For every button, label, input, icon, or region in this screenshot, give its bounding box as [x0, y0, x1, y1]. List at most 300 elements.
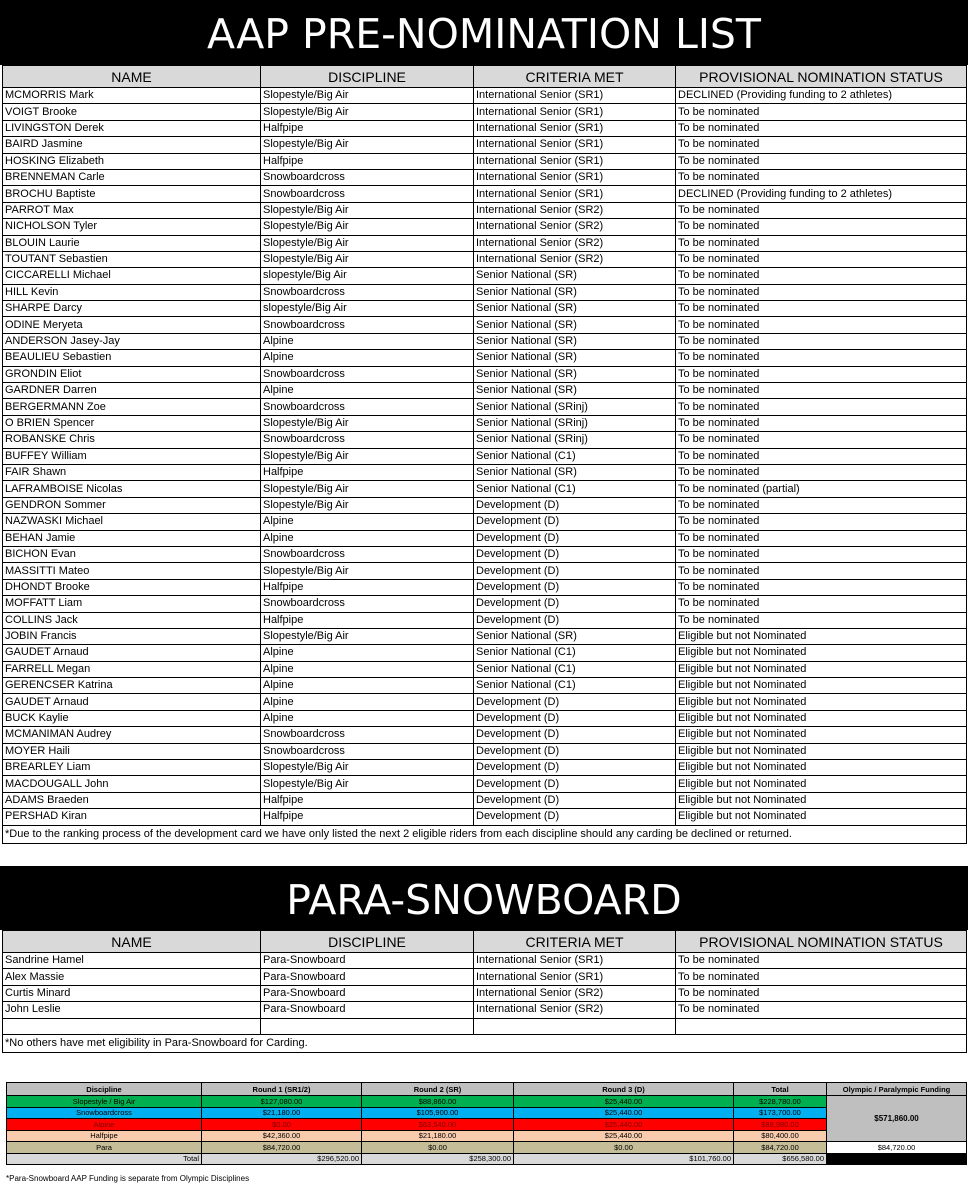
athlete-discipline: Alpine — [261, 710, 474, 726]
athlete-criteria: Senior National (SR) — [474, 366, 676, 382]
table-row — [3, 88, 967, 104]
athlete-status: To be nominated — [676, 596, 967, 612]
table-row — [3, 809, 967, 825]
athlete-criteria: Development (D) — [474, 710, 676, 726]
funding-r1-cell: $21,180.00 — [202, 1107, 362, 1119]
athlete-criteria: International Senior (SR1) — [474, 88, 676, 104]
athlete-criteria: International Senior (SR2) — [474, 235, 676, 251]
athlete-discipline: Snowboardcross — [261, 743, 474, 759]
athlete-discipline: Slopestyle/Big Air — [261, 104, 474, 120]
athlete-criteria: Development (D) — [474, 776, 676, 792]
athlete-name: O BRIEN Spencer — [3, 415, 261, 431]
athlete-discipline: Halfpipe — [261, 612, 474, 628]
athlete-status: To be nominated — [676, 366, 967, 382]
para-title: PARA-SNOWBOARD — [0, 866, 968, 930]
athlete-name: GRONDIN Eliot — [3, 366, 261, 382]
funding-total-cell: $88,980.00 — [734, 1119, 827, 1131]
athlete-criteria: Senior National (SR) — [474, 628, 676, 644]
funding-row — [7, 1107, 967, 1119]
athlete-criteria: International Senior (SR1) — [474, 137, 676, 153]
table-row — [3, 596, 967, 612]
athlete-criteria: Development (D) — [474, 809, 676, 825]
athlete-status: To be nominated — [676, 1002, 967, 1018]
table-row — [3, 530, 967, 546]
athlete-name: MASSITTI Mateo — [3, 563, 261, 579]
funding-note: *Para-Snowboard AAP Funding is separate from Olympic Disciplines — [6, 1174, 250, 1183]
athlete-status: Eligible but not Nominated — [676, 792, 967, 808]
table-row — [3, 186, 967, 202]
table-row — [3, 415, 967, 431]
table-row — [3, 366, 967, 382]
athlete-criteria: Senior National (SR) — [474, 284, 676, 300]
athlete-status: To be nominated — [676, 169, 967, 185]
olympic-funding-total: $571,860.00 — [827, 1096, 967, 1142]
table-row — [3, 760, 967, 776]
athlete-discipline: Alpine — [261, 530, 474, 546]
athlete-status: To be nominated — [676, 268, 967, 284]
para-note: *No others have met eligibility in Para-Snowboard for Carding. — [3, 1034, 967, 1052]
athlete-status: To be nominated — [676, 514, 967, 530]
athlete-name: BEHAN Jamie — [3, 530, 261, 546]
athlete-name: BROCHU Baptiste — [3, 186, 261, 202]
athlete-status: Eligible but not Nominated — [676, 743, 967, 759]
athlete-discipline: Alpine — [261, 694, 474, 710]
athlete-discipline: Slopestyle/Big Air — [261, 481, 474, 497]
athlete-status: To be nominated — [676, 953, 967, 969]
funding-row — [7, 1119, 967, 1131]
athlete-discipline: Snowboardcross — [261, 186, 474, 202]
table-row — [3, 268, 967, 284]
athlete-discipline: Slopestyle/Big Air — [261, 88, 474, 104]
table-row — [3, 235, 967, 251]
athlete-status: To be nominated — [676, 251, 967, 267]
athlete-criteria: Senior National (SRinj) — [474, 415, 676, 431]
athlete-discipline: Slopestyle/Big Air — [261, 776, 474, 792]
athlete-criteria: Senior National (SRinj) — [474, 432, 676, 448]
athlete-discipline: Para-Snowboard — [261, 953, 474, 969]
funding-discipline-cell: Snowboardcross — [7, 1107, 202, 1119]
athlete-status: To be nominated — [676, 317, 967, 333]
athlete-name: MCMORRIS Mark — [3, 88, 261, 104]
athlete-discipline: Snowboardcross — [261, 317, 474, 333]
header-criteria: CRITERIA MET — [474, 66, 676, 88]
athlete-discipline: Snowboardcross — [261, 169, 474, 185]
athlete-name: JOBIN Francis — [3, 628, 261, 644]
funding-r1-cell: $0.00 — [202, 1119, 362, 1131]
athlete-status: To be nominated — [676, 432, 967, 448]
athlete-status: To be nominated — [676, 399, 967, 415]
table-row — [3, 448, 967, 464]
funding-total-cell: $173,700.00 — [734, 1107, 827, 1119]
athlete-status: To be nominated (partial) — [676, 481, 967, 497]
paralympic-funding-total: $84,720.00 — [827, 1142, 967, 1154]
athlete-status: To be nominated — [676, 415, 967, 431]
athlete-criteria: Senior National (SR) — [474, 383, 676, 399]
funding-header-round1: Round 1 (SR1/2) — [202, 1083, 362, 1096]
table-row — [3, 284, 967, 300]
funding-header-discipline: Discipline — [7, 1083, 202, 1096]
athlete-discipline: slopestyle/Big Air — [261, 301, 474, 317]
table-header-row — [3, 931, 967, 953]
athlete-discipline: Halfpipe — [261, 120, 474, 136]
athlete-discipline: Alpine — [261, 661, 474, 677]
athlete-name: MACDOUGALL John — [3, 776, 261, 792]
athlete-criteria: International Senior (SR2) — [474, 251, 676, 267]
athlete-status: To be nominated — [676, 985, 967, 1001]
athlete-discipline: Slopestyle/Big Air — [261, 628, 474, 644]
athlete-criteria: International Senior (SR2) — [474, 219, 676, 235]
athlete-criteria: International Senior (SR2) — [474, 202, 676, 218]
athlete-criteria: International Senior (SR1) — [474, 169, 676, 185]
header-discipline: DISCIPLINE — [261, 931, 474, 953]
athlete-discipline: Slopestyle/Big Air — [261, 760, 474, 776]
athlete-criteria — [474, 1018, 676, 1034]
table-row — [3, 661, 967, 677]
table-row — [3, 202, 967, 218]
funding-discipline-cell: Alpine — [7, 1119, 202, 1131]
athlete-discipline: Snowboardcross — [261, 366, 474, 382]
table-row — [3, 969, 967, 985]
athlete-discipline: slopestyle/Big Air — [261, 268, 474, 284]
funding-table — [6, 1082, 967, 1165]
athlete-criteria: International Senior (SR1) — [474, 120, 676, 136]
athlete-status: To be nominated — [676, 579, 967, 595]
funding-header-total: Total — [734, 1083, 827, 1096]
athlete-name: GENDRON Sommer — [3, 497, 261, 513]
athlete-discipline: Alpine — [261, 383, 474, 399]
athlete-criteria: Senior National (SR) — [474, 350, 676, 366]
athlete-discipline: Para-Snowboard — [261, 985, 474, 1001]
athlete-discipline: Snowboardcross — [261, 284, 474, 300]
funding-row — [7, 1142, 967, 1154]
athlete-status: To be nominated — [676, 120, 967, 136]
athlete-criteria: International Senior (SR1) — [474, 153, 676, 169]
athlete-status: To be nominated — [676, 497, 967, 513]
athlete-name: DHONDT Brooke — [3, 579, 261, 595]
athlete-status: To be nominated — [676, 153, 967, 169]
athlete-name: BRENNEMAN Carle — [3, 169, 261, 185]
funding-r1-cell: $84,720.00 — [202, 1142, 362, 1154]
athlete-status: Eligible but not Nominated — [676, 661, 967, 677]
athlete-criteria: Development (D) — [474, 596, 676, 612]
table-row — [3, 546, 967, 562]
athlete-status: Eligible but not Nominated — [676, 776, 967, 792]
athlete-criteria: Senior National (SR) — [474, 268, 676, 284]
table-row — [3, 579, 967, 595]
athlete-criteria: Senior National (SR) — [474, 333, 676, 349]
athlete-criteria: International Senior (SR1) — [474, 186, 676, 202]
athlete-criteria: Senior National (C1) — [474, 448, 676, 464]
athlete-discipline: Snowboardcross — [261, 432, 474, 448]
athlete-discipline: Slopestyle/Big Air — [261, 202, 474, 218]
athlete-status: To be nominated — [676, 383, 967, 399]
athlete-name: Alex Massie — [3, 969, 261, 985]
table-row — [3, 120, 967, 136]
table-row — [3, 727, 967, 743]
athlete-criteria: Development (D) — [474, 497, 676, 513]
athlete-status: To be nominated — [676, 284, 967, 300]
funding-r3-cell: $25,440.00 — [514, 1107, 734, 1119]
athlete-name: Curtis Minard — [3, 985, 261, 1001]
athlete-discipline: Slopestyle/Big Air — [261, 235, 474, 251]
athlete-name: FARRELL Megan — [3, 661, 261, 677]
athlete-criteria: Development (D) — [474, 612, 676, 628]
athlete-name: VOIGT Brooke — [3, 104, 261, 120]
athlete-discipline — [261, 1018, 474, 1034]
athlete-name: BUFFEY William — [3, 448, 261, 464]
athlete-name: GARDNER Darren — [3, 383, 261, 399]
funding-r3-cell: $0.00 — [514, 1142, 734, 1154]
athlete-criteria: Development (D) — [474, 546, 676, 562]
table-row — [3, 350, 967, 366]
table-row — [3, 743, 967, 759]
table-row — [3, 169, 967, 185]
athlete-name: HOSKING Elizabeth — [3, 153, 261, 169]
funding-total-r3: $101,760.00 — [514, 1153, 734, 1165]
athlete-name: PERSHAD Kiran — [3, 809, 261, 825]
table-row — [3, 383, 967, 399]
athlete-name: NAZWASKI Michael — [3, 514, 261, 530]
athlete-discipline: Alpine — [261, 645, 474, 661]
note-row — [3, 825, 967, 843]
athlete-status: To be nominated — [676, 333, 967, 349]
funding-discipline-cell: Slopestyle / Big Air — [7, 1096, 202, 1108]
athlete-name: MOYER Haili — [3, 743, 261, 759]
athlete-status: To be nominated — [676, 137, 967, 153]
athlete-criteria: Senior National (SR) — [474, 317, 676, 333]
athlete-name: CICCARELLI Michael — [3, 268, 261, 284]
athlete-status: To be nominated — [676, 563, 967, 579]
athlete-discipline: Halfpipe — [261, 792, 474, 808]
athlete-discipline: Slopestyle/Big Air — [261, 251, 474, 267]
athlete-criteria: Senior National (C1) — [474, 678, 676, 694]
athlete-discipline: Slopestyle/Big Air — [261, 137, 474, 153]
athlete-criteria: Development (D) — [474, 530, 676, 546]
funding-total-blank — [827, 1153, 967, 1165]
funding-header-round2: Round 2 (SR) — [362, 1083, 514, 1096]
athlete-discipline: Snowboardcross — [261, 727, 474, 743]
funding-total-total: $656,580.00 — [734, 1153, 827, 1165]
athlete-name: BERGERMANN Zoe — [3, 399, 261, 415]
athlete-criteria: Development (D) — [474, 563, 676, 579]
athlete-status: Eligible but not Nominated — [676, 678, 967, 694]
table-row — [3, 694, 967, 710]
table-row — [3, 1002, 967, 1018]
athlete-name: COLLINS Jack — [3, 612, 261, 628]
athlete-status: To be nominated — [676, 219, 967, 235]
funding-r2-cell: $105,900.00 — [362, 1107, 514, 1119]
athlete-name: ANDERSON Jasey-Jay — [3, 333, 261, 349]
header-name: NAME — [3, 931, 261, 953]
funding-discipline-cell: Halfpipe — [7, 1130, 202, 1142]
table-row — [3, 612, 967, 628]
table-row — [3, 399, 967, 415]
funding-header-round3: Round 3 (D) — [514, 1083, 734, 1096]
athlete-discipline: Halfpipe — [261, 809, 474, 825]
athlete-status: Eligible but not Nominated — [676, 694, 967, 710]
athlete-name: PARROT Max — [3, 202, 261, 218]
funding-total-cell: $80,400.00 — [734, 1130, 827, 1142]
athlete-name: HILL Kevin — [3, 284, 261, 300]
table-row — [3, 104, 967, 120]
funding-total-row — [7, 1153, 967, 1165]
athlete-criteria: International Senior (SR1) — [474, 104, 676, 120]
table-row — [3, 301, 967, 317]
athlete-discipline: Snowboardcross — [261, 399, 474, 415]
table-row — [3, 333, 967, 349]
header-criteria: CRITERIA MET — [474, 931, 676, 953]
note-row — [3, 1034, 967, 1052]
athlete-name: MCMANIMAN Audrey — [3, 727, 261, 743]
athlete-criteria: Senior National (C1) — [474, 661, 676, 677]
athlete-discipline: Halfpipe — [261, 579, 474, 595]
funding-r2-cell: $0.00 — [362, 1142, 514, 1154]
athlete-name: BREARLEY Liam — [3, 760, 261, 776]
athlete-status: Eligible but not Nominated — [676, 760, 967, 776]
table-header-row — [3, 66, 967, 88]
table-row — [3, 481, 967, 497]
athlete-name: John Leslie — [3, 1002, 261, 1018]
athlete-criteria: Development (D) — [474, 727, 676, 743]
athlete-discipline: Snowboardcross — [261, 596, 474, 612]
athlete-discipline: Halfpipe — [261, 153, 474, 169]
athlete-criteria: Senior National (SR) — [474, 301, 676, 317]
athlete-name: GAUDET Arnaud — [3, 645, 261, 661]
athlete-discipline: Para-Snowboard — [261, 969, 474, 985]
athlete-discipline: Slopestyle/Big Air — [261, 497, 474, 513]
athlete-discipline: Slopestyle/Big Air — [261, 219, 474, 235]
table-row — [3, 464, 967, 480]
table-row — [3, 563, 967, 579]
athlete-status: DECLINED (Providing funding to 2 athletes) — [676, 88, 967, 104]
funding-r2-cell: $63,540.00 — [362, 1119, 514, 1131]
athlete-name — [3, 1018, 261, 1034]
athlete-discipline: Halfpipe — [261, 464, 474, 480]
funding-r3-cell: $25,440.00 — [514, 1119, 734, 1131]
funding-discipline-cell: Para — [7, 1142, 202, 1154]
athlete-status: To be nominated — [676, 530, 967, 546]
table-row — [3, 776, 967, 792]
table-row — [3, 953, 967, 969]
athlete-discipline: Alpine — [261, 514, 474, 530]
athlete-status: Eligible but not Nominated — [676, 809, 967, 825]
funding-r2-cell: $88,860.00 — [362, 1096, 514, 1108]
athlete-status: To be nominated — [676, 448, 967, 464]
athlete-criteria: Senior National (C1) — [474, 481, 676, 497]
athlete-name: Sandrine Hamel — [3, 953, 261, 969]
athlete-criteria: International Senior (SR2) — [474, 1002, 676, 1018]
athlete-name: BUCK Kaylie — [3, 710, 261, 726]
athlete-name: FAIR Shawn — [3, 464, 261, 480]
athlete-name: BICHON Evan — [3, 546, 261, 562]
athlete-criteria: Development (D) — [474, 743, 676, 759]
athlete-discipline: Alpine — [261, 678, 474, 694]
development-note: *Due to the ranking process of the development card we have only listed the next 2 eligible riders from each discipline should any carding be declined or returned. — [3, 825, 967, 843]
funding-r3-cell: $25,440.00 — [514, 1130, 734, 1142]
funding-header-olympic: Olympic / Paralympic Funding — [827, 1083, 967, 1096]
athlete-criteria: Development (D) — [474, 694, 676, 710]
athlete-status: Eligible but not Nominated — [676, 628, 967, 644]
athlete-name: GERENCSER Katrina — [3, 678, 261, 694]
athlete-criteria: Senior National (SRinj) — [474, 399, 676, 415]
athlete-status: To be nominated — [676, 202, 967, 218]
athlete-discipline: Slopestyle/Big Air — [261, 415, 474, 431]
athlete-criteria: International Senior (SR1) — [474, 953, 676, 969]
athlete-discipline: Alpine — [261, 350, 474, 366]
athlete-criteria: Development (D) — [474, 760, 676, 776]
athlete-status: To be nominated — [676, 235, 967, 251]
athlete-criteria: Senior National (C1) — [474, 645, 676, 661]
athlete-name: BLOUIN Laurie — [3, 235, 261, 251]
athlete-status: Eligible but not Nominated — [676, 710, 967, 726]
table-row — [3, 792, 967, 808]
para-snowboard-table — [2, 930, 967, 1053]
athlete-name: LAFRAMBOISE Nicolas — [3, 481, 261, 497]
table-row — [3, 153, 967, 169]
athlete-status: To be nominated — [676, 301, 967, 317]
athlete-status: To be nominated — [676, 464, 967, 480]
athlete-discipline: Slopestyle/Big Air — [261, 448, 474, 464]
athlete-criteria: Development (D) — [474, 579, 676, 595]
athlete-status: Eligible but not Nominated — [676, 645, 967, 661]
funding-total-r2: $258,300.00 — [362, 1153, 514, 1165]
athlete-criteria: Development (D) — [474, 792, 676, 808]
table-row — [3, 1018, 967, 1034]
athlete-discipline: Slopestyle/Big Air — [261, 563, 474, 579]
athlete-criteria: Senior National (SR) — [474, 464, 676, 480]
funding-total-label: Total — [7, 1153, 202, 1165]
header-discipline: DISCIPLINE — [261, 66, 474, 88]
athlete-name: BEAULIEU Sebastien — [3, 350, 261, 366]
athlete-discipline: Snowboardcross — [261, 546, 474, 562]
athlete-name: ODINE Meryeta — [3, 317, 261, 333]
funding-r1-cell: $42,360.00 — [202, 1130, 362, 1142]
table-row — [3, 137, 967, 153]
table-row — [3, 645, 967, 661]
athlete-name: ADAMS Braeden — [3, 792, 261, 808]
table-row — [3, 432, 967, 448]
pre-nomination-table — [2, 65, 967, 844]
table-row — [3, 678, 967, 694]
funding-r1-cell: $127,080.00 — [202, 1096, 362, 1108]
funding-r3-cell: $25,440.00 — [514, 1096, 734, 1108]
table-row — [3, 251, 967, 267]
athlete-status — [676, 1018, 967, 1034]
athlete-name: LIVINGSTON Derek — [3, 120, 261, 136]
funding-total-r1: $296,520.00 — [202, 1153, 362, 1165]
funding-row — [7, 1096, 967, 1108]
athlete-criteria: International Senior (SR2) — [474, 985, 676, 1001]
athlete-status: DECLINED (Providing funding to 2 athletes) — [676, 186, 967, 202]
main-title: AAP PRE-NOMINATION LIST — [0, 0, 968, 65]
athlete-status: To be nominated — [676, 612, 967, 628]
athlete-name: NICHOLSON Tyler — [3, 219, 261, 235]
header-name: NAME — [3, 66, 261, 88]
funding-r2-cell: $21,180.00 — [362, 1130, 514, 1142]
table-row — [3, 514, 967, 530]
athlete-status: To be nominated — [676, 969, 967, 985]
table-row — [3, 985, 967, 1001]
athlete-discipline: Para-Snowboard — [261, 1002, 474, 1018]
table-row — [3, 710, 967, 726]
header-status: PROVISIONAL NOMINATION STATUS — [676, 66, 967, 88]
athlete-status: To be nominated — [676, 546, 967, 562]
athlete-criteria: Development (D) — [474, 514, 676, 530]
athlete-status: To be nominated — [676, 104, 967, 120]
athlete-name: MOFFATT Liam — [3, 596, 261, 612]
table-row — [3, 497, 967, 513]
athlete-name: BAIRD Jasmine — [3, 137, 261, 153]
